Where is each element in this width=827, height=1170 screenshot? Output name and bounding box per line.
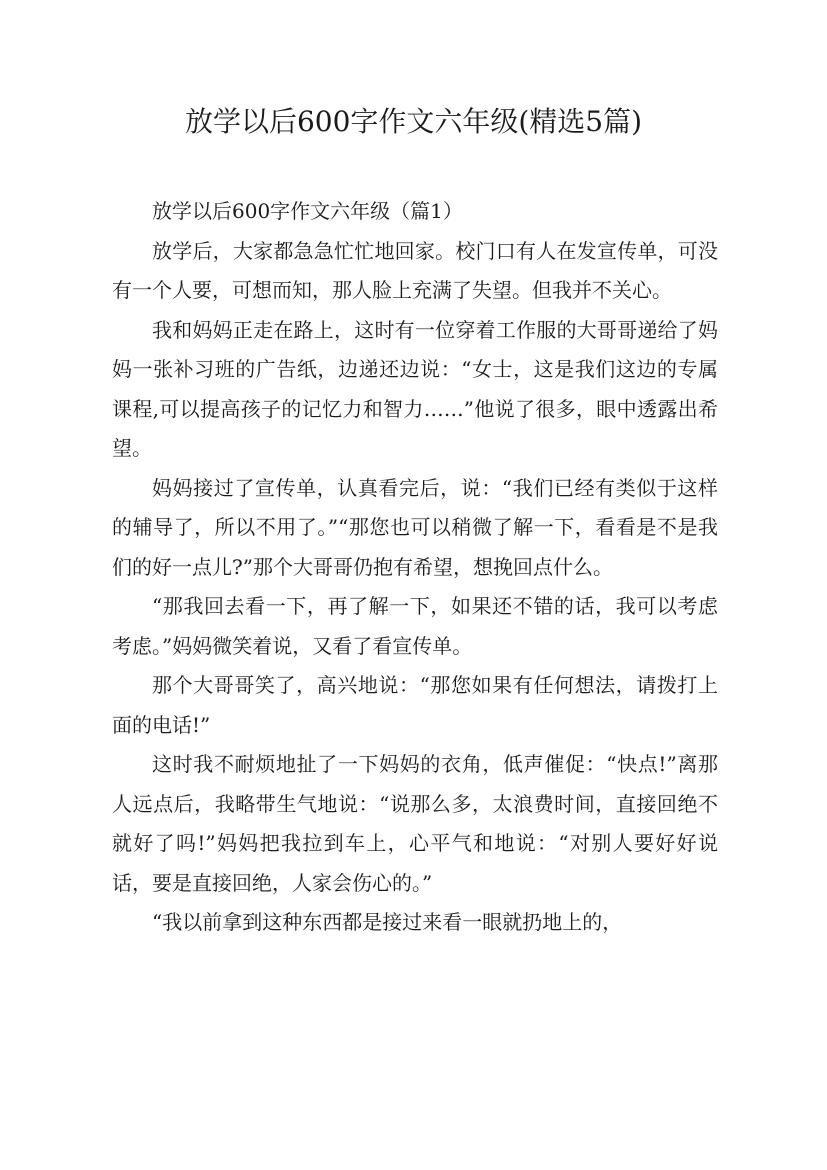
paragraph: 妈妈接过了宣传单，认真看完后，说：“我们已经有类似于这样的辅导了，所以不用了。”“那您也可以稍微了解一下，看看是不是我们的好一点儿?”那个大哥哥仍抱有希望，想挽回点什么。: [112, 475, 718, 579]
paragraph: 这时我不耐烦地扯了一下妈妈的衣角，低声催促：“快点!”离那人远点后，我略带生气地说：“说那么多，太浪费时间，直接回绝不就好了吗!”妈妈把我拉到车上，心平气和地说：“对别人要好好说话，要是直接回绝，人家会伤心的。”: [112, 752, 718, 895]
document-body: [112, 192, 718, 943]
paragraph: 我和妈妈正走在路上，这时有一位穿着工作服的大哥哥递给了妈妈一张补习班的广告纸，边递还边说：“女士，这是我们这边的专属课程,可以提高孩子的记忆力和智力……”他说了很多，眼中透露出希望。: [112, 317, 718, 460]
paragraph: “那我回去看一下，再了解一下，如果还不错的话，我可以考虑考虑。”妈妈微笑着说，又看了看宣传单。: [112, 594, 718, 658]
paragraph: 那个大哥哥笑了，高兴地说：“那您如果有任何想法，请拨打上面的电话!”: [112, 673, 718, 737]
paragraph: 放学后，大家都急急忙忙地回家。校门口有人在发宣传单，可没有一个人要，可想而知，那人脸上充满了失望。但我并不关心。: [112, 238, 718, 302]
document-title: 放学以后600字作文六年级(精选5篇): [184, 105, 643, 138]
section-heading: 放学以后600字作文六年级（篇1）: [152, 199, 463, 223]
paragraph: “我以前拿到这种东西都是接过来看一眼就扔地上的，: [152, 910, 623, 934]
